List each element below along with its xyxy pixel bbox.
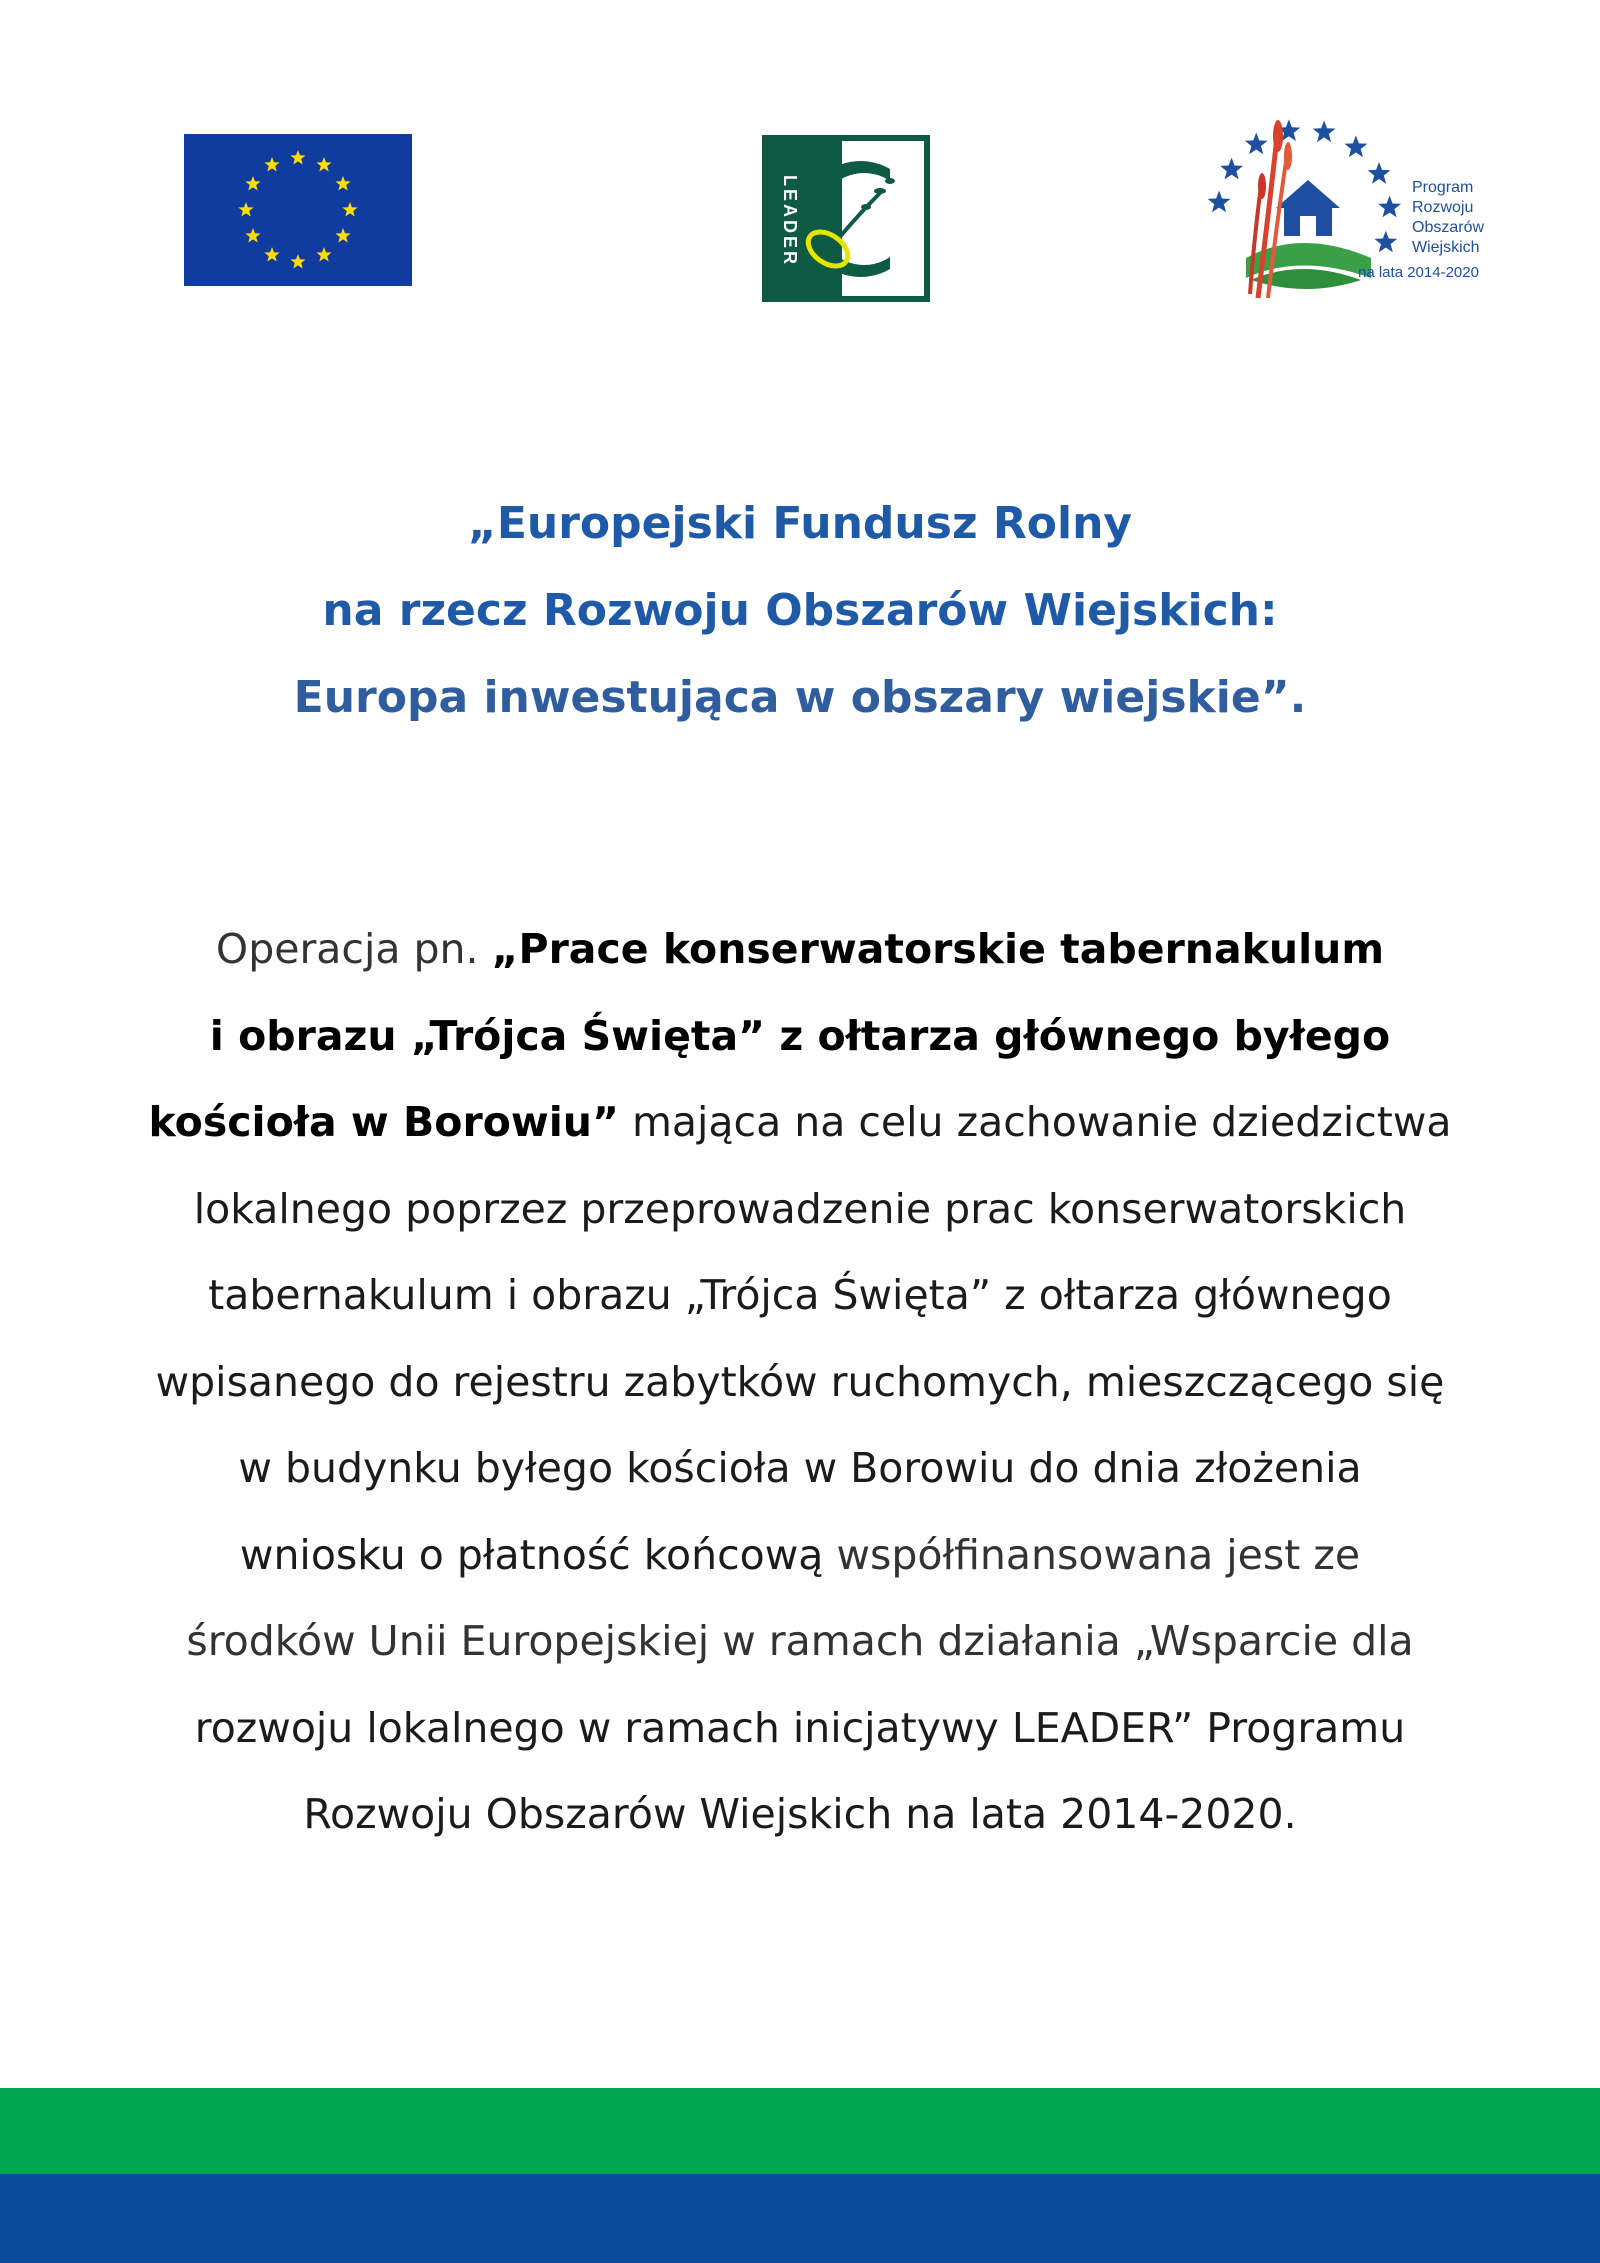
- eu-star-icon: [238, 202, 253, 216]
- prow-years: na lata 2014-2020: [1358, 264, 1479, 281]
- body-line-8: [120, 1512, 1480, 1599]
- body-line-7: w budynku byłego kościoła w Borowiu do dnia złożenia: [238, 1444, 1362, 1492]
- body-line-8-a: wniosku o płatność końcową: [239, 1530, 824, 1579]
- body-line-11: Rozwoju Obszarów Wiejskich na lata 2014-2020.: [303, 1790, 1297, 1838]
- footer-green-band: [0, 2088, 1600, 2174]
- fund-heading-line-1: „Europejski Fundusz Rolny: [467, 498, 1133, 549]
- eu-star-icon: [335, 176, 350, 190]
- prow-star-icon: [1220, 158, 1243, 180]
- eu-star-icon: [342, 202, 357, 216]
- eu-star-icon: [290, 150, 305, 164]
- eu-star-icon: [316, 157, 331, 171]
- body-line-1: [120, 906, 1480, 993]
- leader-logo: [762, 135, 930, 302]
- fund-heading-line-2: na rzecz Rozwoju Obszarów Wiejskich:: [322, 585, 1278, 636]
- body-line-5: tabernakulum i obrazu „Trójca Święta” z ołtarza głównego: [208, 1271, 1392, 1319]
- leader-logo-icon: [762, 135, 930, 302]
- body-line-3: [120, 1079, 1480, 1166]
- body-line-4: lokalnego poprzez przeprowadzenie prac konserwatorskich: [193, 1184, 1407, 1233]
- footer-blue-band: [0, 2174, 1600, 2263]
- prow-star-icon: [1378, 196, 1401, 218]
- body-line-1-intro: Operacja pn.: [215, 925, 492, 973]
- eu-star-icon: [245, 176, 260, 190]
- prow-star-icon: [1374, 231, 1397, 253]
- eu-star-icon: [245, 228, 260, 242]
- prow-logo-label: [1412, 178, 1484, 258]
- prow-logo: [1196, 108, 1496, 300]
- eu-star-icon: [316, 247, 331, 261]
- body-line-3-text: mająca na celu zachowanie dziedzictwa: [618, 1098, 1452, 1146]
- eu-star-icon: [264, 157, 279, 171]
- prow-line-4: Wiejskich: [1412, 239, 1480, 256]
- prow-star-icon: [1245, 132, 1268, 154]
- leader-logo-text: LEADER: [780, 175, 800, 268]
- body-line-10: rozwoju lokalnego w ramach inicjatywy LEADER” Programu: [194, 1703, 1406, 1752]
- prow-star-icon: [1368, 162, 1391, 184]
- fund-heading: [0, 480, 1600, 741]
- fund-heading-line-3: Europa inwestująca w obszary wiejskie”.: [293, 672, 1307, 723]
- eu-star-icon: [264, 247, 279, 261]
- eu-flag-logo: [184, 134, 412, 286]
- prow-line-2: Rozwoju: [1412, 199, 1474, 216]
- prow-star-icon: [1208, 191, 1231, 213]
- eu-flag-icon: [184, 134, 412, 286]
- eu-star-icon: [290, 254, 305, 268]
- prow-line-3: Obszarów: [1412, 219, 1485, 236]
- body-line-6: wpisanego do rejestru zabytków ruchomych, mieszczącego się: [155, 1357, 1445, 1406]
- body-line-2: i obrazu „Trójca Święta” z ołtarza głównego byłego: [209, 1011, 1391, 1060]
- body-line-3-title: kościoła w Borowiu”: [148, 1098, 619, 1146]
- prow-line-1: Program: [1412, 179, 1474, 196]
- body-line-9: środków Unii Europejskiej w ramach działania „Wsparcie dla: [186, 1617, 1414, 1665]
- eu-star-icon: [335, 228, 350, 242]
- prow-star-icon: [1344, 135, 1367, 157]
- body-line-8-b: współfinansowana jest ze: [823, 1530, 1361, 1579]
- operation-description: [120, 906, 1480, 1858]
- body-line-1-title: „Prace konserwatorskie tabernakulum: [491, 925, 1385, 973]
- prow-star-icon: [1313, 120, 1336, 142]
